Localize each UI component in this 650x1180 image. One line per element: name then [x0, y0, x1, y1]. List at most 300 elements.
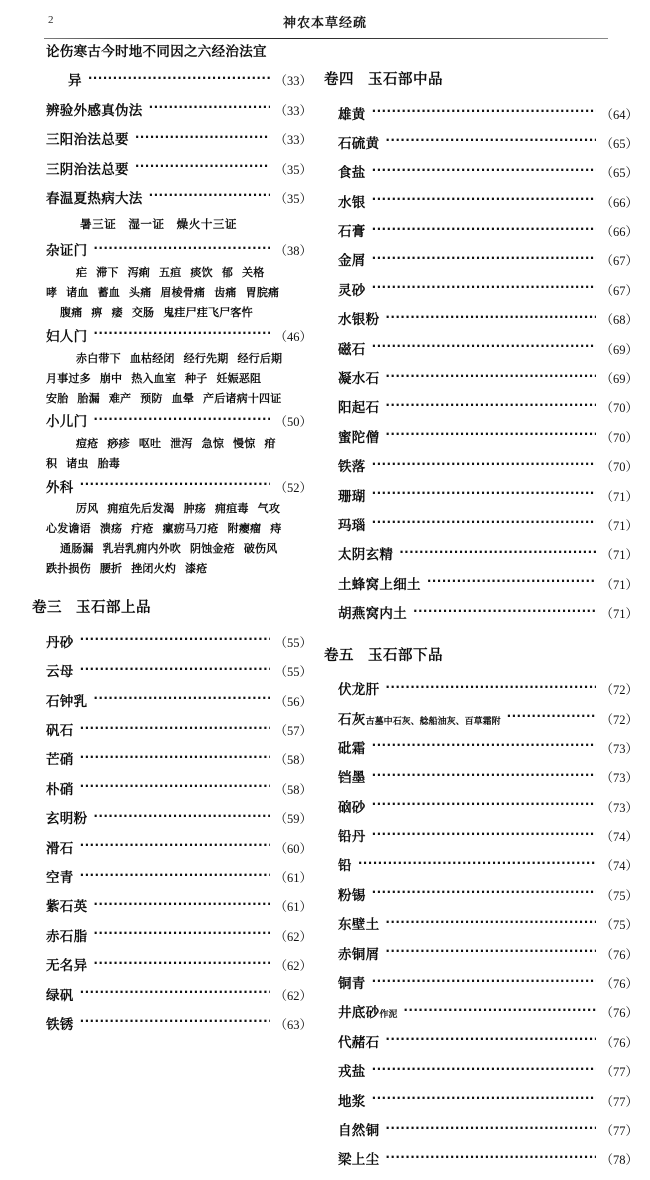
- toc-subentry-item[interactable]: 滞下: [96, 266, 119, 280]
- toc-entry-label: 无名异: [46, 958, 88, 975]
- dot-leader: [93, 810, 270, 824]
- toc-subentry-item[interactable]: 气攻: [257, 502, 281, 516]
- toc-subentry-item[interactable]: 痔: [270, 522, 282, 536]
- toc-entry[interactable]: [46, 898, 312, 915]
- toc-subentry-item[interactable]: 血晕: [171, 391, 195, 405]
- volume-section-heading: [324, 644, 638, 665]
- toc-entry-page-number: （68）: [600, 313, 638, 328]
- dot-leader: [93, 242, 270, 256]
- toc-entry-label: 砒霜: [338, 740, 366, 757]
- toc-entry-label: 雄黄: [338, 106, 366, 123]
- toc-entry[interactable]: [338, 975, 638, 992]
- toc-subentry-item[interactable]: 月事过多: [46, 371, 91, 385]
- book-title: 神农本草经疏: [282, 16, 367, 31]
- toc-entry-label: 伏龙肝: [338, 682, 380, 699]
- toc-note-item: 湿一证: [128, 216, 165, 231]
- dot-leader: [93, 692, 270, 706]
- toc-entry[interactable]: [46, 413, 312, 430]
- toc-entry-page-number: （67）: [600, 283, 638, 298]
- toc-subentry-item[interactable]: 经行后期: [237, 351, 283, 365]
- toc-entry[interactable]: [338, 370, 638, 387]
- toc-entry-page-number: （65）: [600, 166, 638, 181]
- volume-title: 玉石部上品: [76, 600, 151, 617]
- toc-entry-page-number: （55）: [274, 665, 312, 680]
- dot-leader: [385, 916, 596, 930]
- toc-entry-page-number: （74）: [600, 830, 638, 845]
- toc-entry[interactable]: [338, 516, 638, 533]
- toc-entry[interactable]: [338, 223, 638, 240]
- toc-entry-label: 小儿门: [46, 414, 88, 431]
- dot-leader: [372, 886, 597, 900]
- toc-entry[interactable]: [338, 252, 638, 269]
- dot-leader: [372, 252, 597, 266]
- dot-leader: [80, 1015, 271, 1029]
- toc-subentry-line: [46, 503, 312, 514]
- toc-entry-page-number: （76）: [600, 947, 638, 962]
- toc-entry-page-number: （67）: [600, 254, 638, 269]
- dot-leader: [372, 828, 597, 842]
- toc-column-left: [0, 46, 320, 1180]
- toc-entry-label: 空青: [46, 870, 74, 887]
- toc-entry-page-number: （75）: [600, 918, 638, 933]
- toc-entry-label: 珊瑚: [338, 488, 366, 505]
- toc-entry-label: 金屑: [338, 253, 366, 270]
- page-folio-number: 2: [48, 14, 54, 26]
- toc-entry[interactable]: [338, 546, 638, 563]
- toc-column-right: [320, 46, 650, 1180]
- volume-section-heading: [32, 596, 312, 617]
- toc-subentry-item[interactable]: 厉风: [76, 502, 99, 516]
- toc-entry-page-number: （72）: [600, 683, 638, 698]
- toc-entry-label: 三阴治法总要: [46, 161, 129, 178]
- toc-entry-page-number: （76）: [600, 977, 638, 992]
- toc-subentry-line: [46, 523, 312, 534]
- toc-subentry-line: [46, 307, 312, 318]
- toc-entry[interactable]: [338, 1092, 638, 1109]
- toc-entry[interactable]: [338, 134, 638, 151]
- toc-entry-label: 铁落: [338, 459, 366, 476]
- toc-entry-page-number: （77）: [600, 1094, 638, 1109]
- dot-leader: [385, 681, 596, 695]
- toc-subentry-item[interactable]: 痰饮: [190, 266, 213, 280]
- dot-leader: [372, 281, 597, 295]
- toc-entry-label: 春温夏热病大法: [46, 190, 143, 207]
- toc-subentry-item[interactable]: 胎漏: [77, 391, 100, 405]
- dot-leader: [372, 975, 597, 989]
- toc-entry-label: 玄明粉: [46, 811, 88, 828]
- toc-subentry-item[interactable]: 难产: [108, 391, 132, 405]
- toc-subentry-block: [46, 267, 312, 318]
- dot-leader: [80, 986, 271, 1000]
- toc-entry-label: 丹砂: [46, 634, 74, 651]
- toc-subentry-item[interactable]: 预防: [140, 391, 163, 405]
- toc-entry-title-line[interactable]: 论伤寒古今时地不同因之六经治法宜: [46, 44, 267, 60]
- dot-leader: [93, 927, 270, 941]
- volume-title: 玉石部中品: [368, 72, 443, 88]
- toc-subentry-item[interactable]: 经行先期: [183, 351, 229, 365]
- toc-note-line: [46, 216, 312, 232]
- dot-leader: [135, 160, 271, 174]
- toc-entry-label: 滑石: [46, 840, 74, 857]
- dot-leader: [385, 1033, 596, 1047]
- toc-entry[interactable]: [46, 839, 312, 856]
- dot-leader: [372, 105, 597, 119]
- toc-entry-page-number: （61）: [274, 871, 312, 886]
- toc-subentry-item[interactable]: 疔疮: [131, 522, 154, 536]
- toc-entry-label: 石硫黄: [338, 135, 380, 152]
- toc-subentry-item[interactable]: 胎毒: [97, 457, 121, 471]
- toc-entry-page-number: （33）: [274, 103, 312, 118]
- toc-entry[interactable]: [338, 886, 638, 903]
- toc-entry[interactable]: [338, 857, 638, 874]
- toc-entry-page-number: （55）: [274, 635, 312, 650]
- toc-subentry-item[interactable]: 血枯经闭: [129, 351, 175, 365]
- volume-number: 卷五: [324, 647, 354, 664]
- toc-entry-label: 芒硝: [46, 752, 74, 769]
- dot-leader: [385, 1122, 596, 1136]
- toc-entry-label: 硇砂: [338, 799, 366, 816]
- header-rule: [44, 38, 608, 39]
- dot-leader: [372, 516, 597, 530]
- toc-entry-label: 铛墨: [338, 770, 366, 787]
- dot-leader: [93, 413, 270, 427]
- toc-entry-page-number: （69）: [600, 372, 638, 387]
- toc-subentry-item[interactable]: 蓄血: [97, 286, 121, 300]
- toc-subentry-item[interactable]: 齿痛: [214, 286, 237, 300]
- toc-entry-label: 水银粉: [338, 312, 380, 329]
- toc-entry-page-number: （33）: [274, 74, 312, 89]
- toc-subentry-item[interactable]: 崩中: [99, 371, 123, 385]
- toc-subentry-item[interactable]: 妊娠恶阻: [216, 371, 262, 385]
- dot-leader: [507, 710, 597, 724]
- toc-entry[interactable]: [338, 681, 638, 698]
- toc-entry-label: 紫石英: [46, 899, 88, 916]
- toc-entry-label: 杂证门: [46, 243, 88, 260]
- dot-leader: [372, 769, 597, 783]
- toc-entry-page-number: （50）: [274, 415, 312, 430]
- toc-entry[interactable]: [338, 769, 638, 786]
- toc-entry-page-number: （72）: [600, 712, 638, 727]
- toc-entry-label: 赤铜屑: [338, 946, 380, 963]
- toc-entry-label: 水银: [338, 194, 366, 211]
- toc-entry-label: 矾石: [46, 723, 74, 740]
- dot-leader: [372, 798, 597, 812]
- toc-entry-label: 代赭石: [338, 1034, 380, 1051]
- toc-entry[interactable]: [46, 986, 312, 1003]
- toc-subentry-block: [46, 503, 312, 574]
- toc-entry-label: 梁上尘: [338, 1152, 380, 1169]
- toc-entry-page-number: （35）: [274, 191, 312, 206]
- toc-entry-annotation: 古墓中石灰、艌船油灰、百草霜附: [365, 716, 501, 727]
- dot-leader: [93, 898, 270, 912]
- toc-subentry-item[interactable]: 五疸: [159, 266, 182, 280]
- toc-subentry-item[interactable]: 赤白带下: [76, 351, 121, 365]
- toc-subentry-item[interactable]: 痹: [91, 306, 103, 320]
- toc-entry-page-number: （73）: [600, 771, 638, 786]
- toc-entry-label: 胡燕窝内土: [338, 606, 407, 623]
- toc-entry[interactable]: [338, 340, 638, 357]
- dot-leader: [135, 131, 271, 145]
- dot-leader: [372, 164, 597, 178]
- toc-subentry-item[interactable]: 诸血: [66, 286, 89, 300]
- toc-entry[interactable]: [338, 1151, 638, 1168]
- toc-subentry-item[interactable]: 附瘿瘤: [227, 522, 262, 536]
- dot-leader: [80, 663, 271, 677]
- toc-entry[interactable]: [338, 1033, 638, 1050]
- toc-entry-page-number: （70）: [600, 401, 638, 416]
- toc-entry-label: 凝水石: [338, 371, 380, 388]
- dot-leader: [80, 751, 271, 765]
- toc-subentry-item[interactable]: 诸虫: [66, 457, 89, 471]
- dot-leader: [372, 487, 597, 501]
- toc-entry[interactable]: [338, 916, 638, 933]
- toc-entry-page-number: （66）: [600, 195, 638, 210]
- toc-entry[interactable]: [338, 1063, 638, 1080]
- toc-entry[interactable]: [338, 458, 638, 475]
- toc-entry-page-number: （52）: [274, 480, 312, 495]
- toc-entry[interactable]: [46, 692, 312, 709]
- toc-entry[interactable]: [46, 927, 312, 944]
- toc-subentry-item[interactable]: 痧疹: [107, 437, 130, 451]
- toc-entry-label: 食盐: [338, 165, 366, 182]
- toc-entry-label: 阳起石: [338, 400, 380, 417]
- toc-subentry-item[interactable]: 挫闭火灼: [131, 562, 177, 576]
- toc-subentry-item[interactable]: 泻痢: [127, 266, 151, 280]
- toc-entry-label: 玛瑙: [338, 517, 366, 534]
- toc-subentry-item[interactable]: 热入血室: [131, 371, 177, 385]
- toc-subentry-item[interactable]: 慢惊: [233, 437, 256, 451]
- toc-entry-page-number: （71）: [600, 607, 638, 622]
- toc-subentry-item[interactable]: 头痛: [129, 286, 152, 300]
- toc-entry-page-number: （76）: [600, 1035, 638, 1050]
- toc-entry[interactable]: [46, 780, 312, 797]
- toc-entry-page-number: （76）: [600, 1006, 638, 1021]
- dot-leader: [372, 1063, 597, 1077]
- toc-subentry-item[interactable]: 鬼疰尸疰飞尸客忤: [163, 306, 253, 320]
- toc-subentry-item[interactable]: 肿疡: [183, 502, 207, 516]
- dot-leader: [372, 1092, 597, 1106]
- dot-leader: [358, 857, 597, 871]
- toc-entry-page-number: （75）: [600, 888, 638, 903]
- toc-entry[interactable]: [338, 193, 638, 210]
- toc-entry[interactable]: [46, 101, 312, 118]
- toc-entry[interactable]: [46, 957, 312, 974]
- dot-leader: [149, 189, 271, 203]
- toc-subentry-item[interactable]: 痈疽先后发渴: [107, 502, 175, 516]
- toc-entry-page-number: （62）: [274, 929, 312, 944]
- toc-entry-page-number: （61）: [274, 900, 312, 915]
- toc-entry[interactable]: [46, 751, 312, 768]
- toc-entry-label: 三阳治法总要: [46, 132, 129, 149]
- toc-entry-label: 铅: [338, 858, 352, 875]
- toc-subentry-item[interactable]: 急惊: [201, 437, 225, 451]
- toc-subentry-item[interactable]: 心发谵语: [46, 522, 91, 536]
- toc-entry-page-number: （59）: [274, 812, 312, 827]
- volume-number: 卷三: [32, 600, 62, 617]
- dot-leader: [80, 869, 271, 883]
- toc-subentry-item[interactable]: 乳岩乳痈内外吹: [102, 542, 182, 556]
- toc-entry-page-number: （71）: [600, 548, 638, 563]
- dot-leader: [399, 546, 596, 560]
- toc-subentry-line: [46, 438, 312, 449]
- dot-leader: [385, 428, 596, 442]
- toc-entry[interactable]: [46, 189, 312, 206]
- toc-entry-page-number: （65）: [600, 136, 638, 151]
- toc-entry[interactable]: [338, 828, 638, 845]
- toc-subentry-item[interactable]: 泄泻: [170, 437, 193, 451]
- toc-entry-label: 朴硝: [46, 781, 74, 798]
- toc-subentry-item[interactable]: 眉棱骨痛: [160, 286, 206, 300]
- toc-entry-label: 辨验外感真伪法: [46, 102, 143, 119]
- toc-entry-page-number: （64）: [600, 107, 638, 122]
- dot-leader: [80, 780, 271, 794]
- toc-entry[interactable]: [338, 487, 638, 504]
- toc-subentry-item[interactable]: 疟: [76, 266, 88, 280]
- toc-entry[interactable]: [338, 798, 638, 815]
- toc-entry-label: 灵砂: [338, 282, 366, 299]
- dot-leader: [372, 458, 597, 472]
- dot-leader: [93, 957, 270, 971]
- toc-entry-page-number: （57）: [274, 724, 312, 739]
- dot-leader: [372, 739, 597, 753]
- toc-entry-page-number: （66）: [600, 225, 638, 240]
- toc-entry-label: 铜青: [338, 976, 366, 993]
- toc-entry-page-number: （62）: [274, 988, 312, 1003]
- toc-subentry-item[interactable]: 溃疡: [99, 522, 123, 536]
- dot-leader: [372, 223, 597, 237]
- toc-entry[interactable]: [338, 1122, 638, 1139]
- toc-subentry-line: [46, 373, 312, 384]
- toc-subentry-item[interactable]: 呕吐: [138, 437, 162, 451]
- toc-entry-label: 磁石: [338, 341, 366, 358]
- toc-entry[interactable]: [338, 739, 638, 756]
- toc-subentry-line: [46, 287, 312, 298]
- toc-entry[interactable]: [46, 327, 312, 344]
- toc-subentry-item[interactable]: 通肠漏: [60, 542, 94, 556]
- dot-leader: [80, 478, 271, 492]
- toc-subentry-item[interactable]: 郁: [221, 266, 234, 280]
- toc-subentry-item[interactable]: 哮: [46, 286, 58, 300]
- toc-subentry-item[interactable]: 关格: [242, 266, 265, 280]
- dot-leader: [88, 72, 271, 86]
- toc-subentry-item[interactable]: 交肠: [131, 306, 155, 320]
- toc-entry-label: 妇人门: [46, 328, 88, 345]
- toc-subentry-item[interactable]: 阴蚀金疮: [190, 542, 235, 556]
- toc-entry[interactable]: [338, 105, 638, 122]
- toc-entry[interactable]: [338, 281, 638, 298]
- toc-entry[interactable]: [46, 1015, 312, 1032]
- toc-entry-page-number: （71）: [600, 518, 638, 533]
- toc-entry-label: 土蜂窝上细土: [338, 576, 421, 593]
- toc-entry-label: 赤石脂: [46, 928, 88, 945]
- toc-entry-label: 石钟乳: [46, 693, 88, 710]
- toc-entry-page-number: （38）: [274, 244, 312, 259]
- toc-entry[interactable]: [338, 428, 638, 445]
- toc-subentry-item[interactable]: 痿: [111, 306, 123, 320]
- toc-subentry-item[interactable]: 种子: [185, 371, 208, 385]
- toc-subentry-item[interactable]: 腹痛: [60, 306, 83, 320]
- toc-entry[interactable]: [338, 311, 638, 328]
- toc-entry[interactable]: [46, 633, 312, 650]
- volume-title: 玉石部下品: [368, 647, 443, 664]
- toc-entry-page-number: （46）: [274, 329, 312, 344]
- dot-leader: [80, 839, 271, 853]
- toc-entry[interactable]: [46, 810, 312, 827]
- toc-entry-page-number: （56）: [274, 694, 312, 709]
- toc-subentry-item[interactable]: 痈疽毒: [215, 502, 249, 516]
- toc-subentry-item[interactable]: 痘疮: [76, 437, 99, 451]
- dot-leader: [427, 575, 597, 589]
- toc-subentry-item[interactable]: 瘰疬马刀疮: [162, 522, 219, 536]
- toc-entry-label: 粉锡: [338, 887, 366, 904]
- dot-leader: [149, 101, 271, 115]
- toc-entry-page-number: （74）: [600, 859, 638, 874]
- toc-entry-page-number: （60）: [274, 841, 312, 856]
- toc-entry-label: 自然铜: [338, 1123, 380, 1139]
- toc-entry-page-number: （78）: [600, 1153, 638, 1168]
- dot-leader: [80, 722, 271, 736]
- toc-subentry-item[interactable]: 疳: [264, 437, 276, 451]
- toc-subentry-line: [46, 353, 312, 364]
- dot-leader: [413, 605, 596, 619]
- toc-subentry-item[interactable]: 跌扑损伤: [46, 562, 91, 576]
- toc-subentry-item[interactable]: 产后诸病十四证: [203, 391, 282, 405]
- toc-entry[interactable]: [46, 131, 312, 148]
- toc-entry-label: 戎盐: [338, 1064, 366, 1081]
- toc-entry-label: 蜜陀僧: [338, 429, 380, 446]
- toc-entry-label: 云母: [46, 664, 74, 681]
- toc-entry[interactable]: [338, 575, 638, 592]
- toc-entry-page-number: （63）: [274, 1017, 312, 1032]
- toc-entry[interactable]: [46, 869, 312, 886]
- toc-entry-label: 太阴玄精: [338, 547, 394, 564]
- toc-subentry-item[interactable]: 腰折: [99, 562, 123, 576]
- toc-entry-page-number: （58）: [274, 782, 312, 797]
- toc-entry-page-number: （70）: [600, 430, 638, 445]
- toc-entry-label: 铁锈: [46, 1016, 74, 1033]
- toc-entry[interactable]: [338, 710, 638, 727]
- toc-subentry-item[interactable]: 破伤风: [243, 542, 278, 556]
- toc-entry[interactable]: [338, 399, 638, 416]
- toc-entry[interactable]: [338, 945, 638, 962]
- toc-entry[interactable]: [338, 1004, 638, 1021]
- dot-leader: [93, 327, 270, 341]
- toc-entry-page-number: （35）: [274, 162, 312, 177]
- toc-entry-annotation: 作泥: [379, 1010, 398, 1021]
- toc-subentry-item[interactable]: 漆疮: [185, 562, 208, 576]
- toc-note-item: 燥火十三证: [176, 216, 238, 231]
- toc-note-item: 暑三证: [80, 216, 117, 231]
- toc-subentry-item[interactable]: 安胎: [46, 391, 69, 405]
- toc-entry[interactable]: [46, 663, 312, 680]
- toc-entry-page-number: （69）: [600, 342, 638, 357]
- toc-entry-continuation[interactable]: [46, 72, 312, 89]
- toc-entry-page-number: （71）: [600, 577, 638, 592]
- toc-entry-label: 东壁土: [338, 917, 380, 934]
- toc-entry[interactable]: [338, 164, 638, 181]
- toc-entry[interactable]: [46, 478, 312, 495]
- dot-leader: [385, 370, 596, 384]
- toc-subentry-item[interactable]: 胃脘痛: [245, 286, 280, 300]
- toc-entry[interactable]: [46, 242, 312, 259]
- toc-subentry-item[interactable]: 积: [46, 457, 58, 471]
- toc-entry[interactable]: [46, 160, 312, 177]
- toc-entry[interactable]: [46, 722, 312, 739]
- toc-entry-label: 铅丹: [338, 829, 366, 846]
- volume-section-heading: [324, 68, 638, 89]
- toc-entry[interactable]: [338, 605, 638, 622]
- dot-leader: [385, 945, 596, 959]
